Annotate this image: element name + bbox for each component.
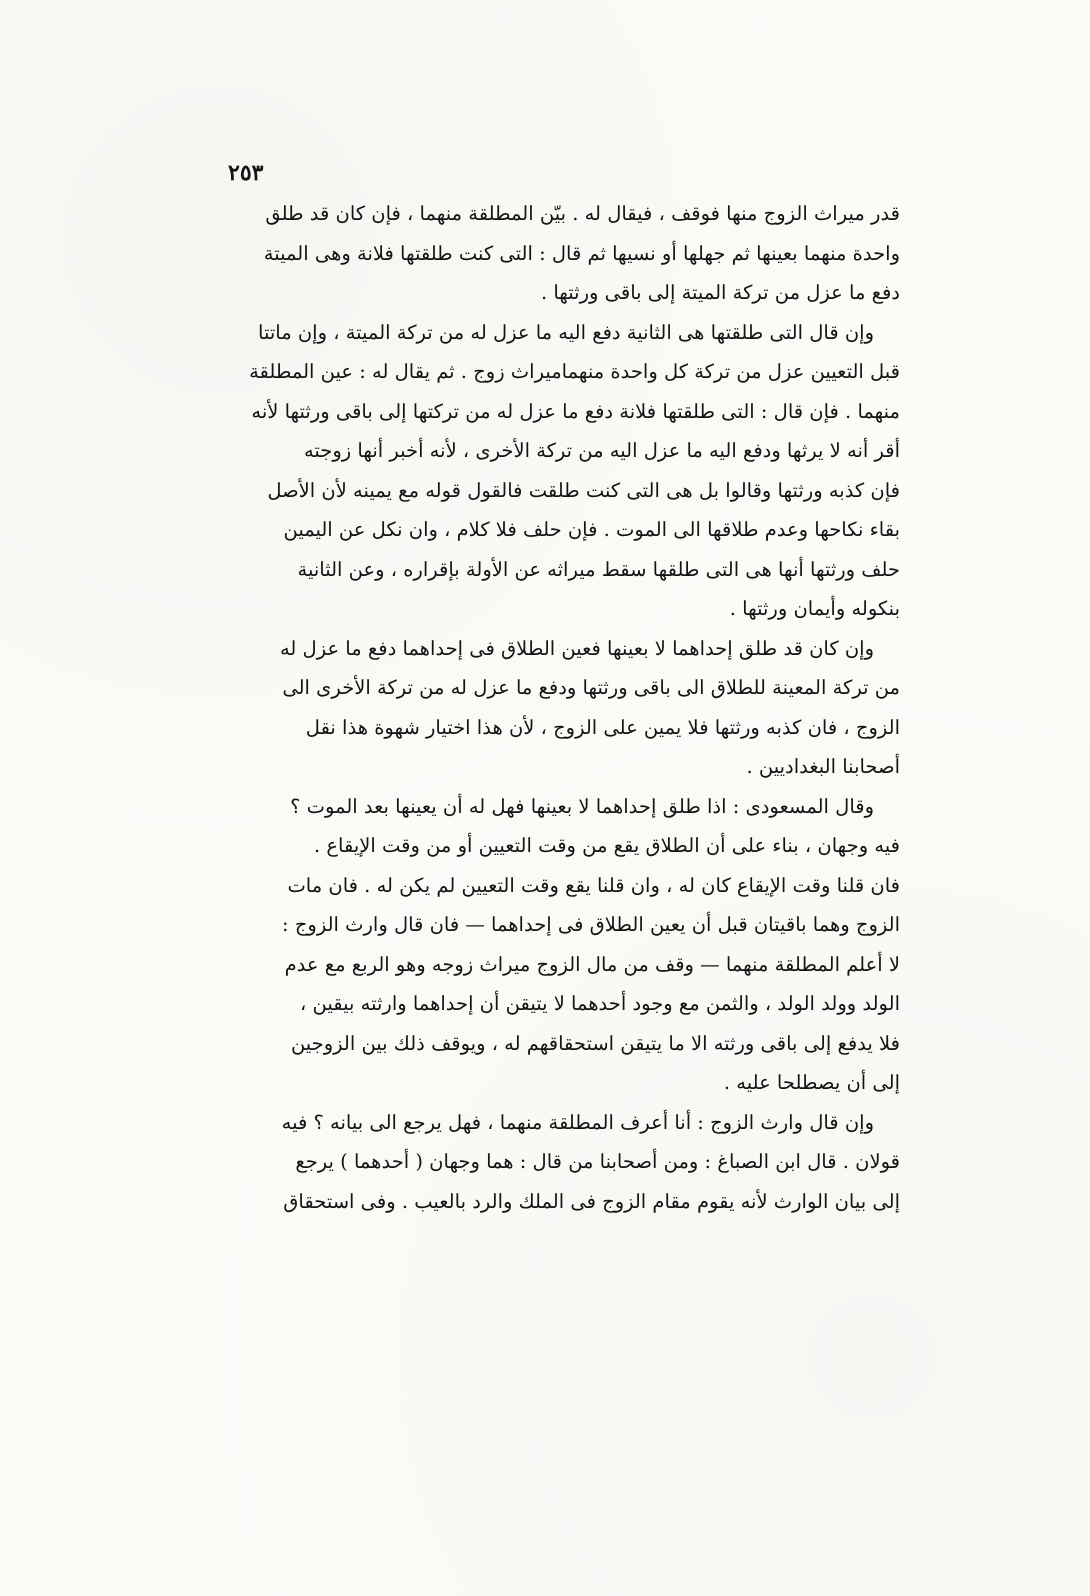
text-line: وإن كان قد طلق إحداهما لا بعينها فعين الطلاق فى إحداهما دفع ما عزل له: [279, 636, 874, 660]
text-line: قدر ميراث الزوج منها فوقف ، فيقال له . بيّن المطلقة منهما ، فإن كان قد طلق: [265, 202, 900, 225]
text-line: واحدة منهما بعينها ثم جهلها أو نسيها ثم قال : التى كنت طلقتها فلانة وهى الميتة: [263, 241, 900, 265]
text-line: وقال المسعودى : اذا طلق إحداهما لا بعينها فهل له أن يعينها بعد الموت ؟: [290, 794, 874, 818]
paragraph: [198, 787, 900, 1103]
text-line: وإن قال التى طلقتها هى الثانية دفع اليه ما عزل له من تركة الميتة ، وإن ماتتا: [258, 320, 874, 344]
paragraph: [198, 194, 900, 313]
page-number: ٢٥٣: [228, 160, 264, 186]
text-line: الولد وولد الولد ، والثمن مع وجود أحدهما لا يتيقن أن إحداهما وارثته بيقين ،: [300, 992, 900, 1015]
text-line: فان قلنا وقت الإيقاع كان له ، وان قلنا يقع وقت التعيين لم يكن له . فان مات: [287, 873, 900, 897]
text-line: إلى بيان الوارث لأنه يقوم مقام الزوج فى الملك والرد بالعيب . وفى استحقاق: [283, 1189, 900, 1213]
text-line: منهما . فإن قال : التى طلقتها فلانة دفع ما عزل له من تركتها إلى باقى ورثتها لأنه: [251, 399, 900, 423]
paragraph: [198, 1103, 900, 1222]
text-line: فيه وجهان ، بناء على أن الطلاق يقع من وقت التعيين أو من وقت الإيقاع .: [314, 834, 900, 857]
text-line: قبل التعيين عزل من تركة كل واحدة منهماميراث زوج . ثم يقال له : عين المطلقة: [249, 360, 900, 383]
text-line: بنكوله وأيمان ورثتها .: [729, 597, 900, 620]
body-text: [198, 194, 900, 1221]
text-line: حلف ورثتها أنها هى التى طلقها سقط ميراثه عن الأولة بإقراره ، وعن الثانية: [297, 557, 900, 581]
paragraph: [198, 313, 900, 629]
text-line: فلا يدفع إلى باقى ورثته الا ما يتيقن استحقاقهم له ، ويوقف ذلك بين الزوجين: [290, 1031, 900, 1055]
text-line: الزوج ، فان كذبه ورثتها فلا يمين على الزوج ، لأن هذا اختيار شهوة هذا نقل: [305, 715, 900, 739]
paragraph: [198, 629, 900, 787]
text-line: أقر أنه لا يرثها ودفع اليه ما عزل اليه من تركة الأخرى ، لأنه أخبر أنها زوجته: [303, 439, 900, 462]
text-line: الزوج وهما باقيتان قبل أن يعين الطلاق فى إحداهما — فان قال وارث الزوج :: [282, 913, 900, 936]
text-line: إلى أن يصطلحا عليه .: [723, 1071, 900, 1094]
text-line: من تركة المعينة للطلاق الى باقى ورثتها ودفع ما عزل له من تركة الأخرى الى: [282, 676, 900, 699]
text-line: قولان . قال ابن الصباغ : ومن أصحابنا من قال : هما وجهان ( أحدهما ) يرجع: [295, 1150, 900, 1173]
text-line: بقاء نكاحها وعدم طلاقها الى الموت . فإن حلف فلا كلام ، وان نكل عن اليمين: [283, 518, 900, 541]
text-line: لا أعلم المطلقة منهما — وقف من مال الزوج ميراث زوجه وهو الربع مع عدم: [284, 952, 900, 976]
text-line: أصحابنا البغداديين .: [746, 755, 900, 778]
text-line: فإن كذبه ورثتها وقالوا بل هى التى كنت طلقت فالقول قوله مع يمينه لأن الأصل: [267, 478, 900, 502]
text-line: دفع ما عزل من تركة الميتة إلى باقى ورثتها .: [540, 281, 900, 304]
text-line: وإن قال وارث الزوج : أنا أعرف المطلقة منهما ، فهل يرجع الى بيانه ؟ فيه: [281, 1110, 874, 1134]
